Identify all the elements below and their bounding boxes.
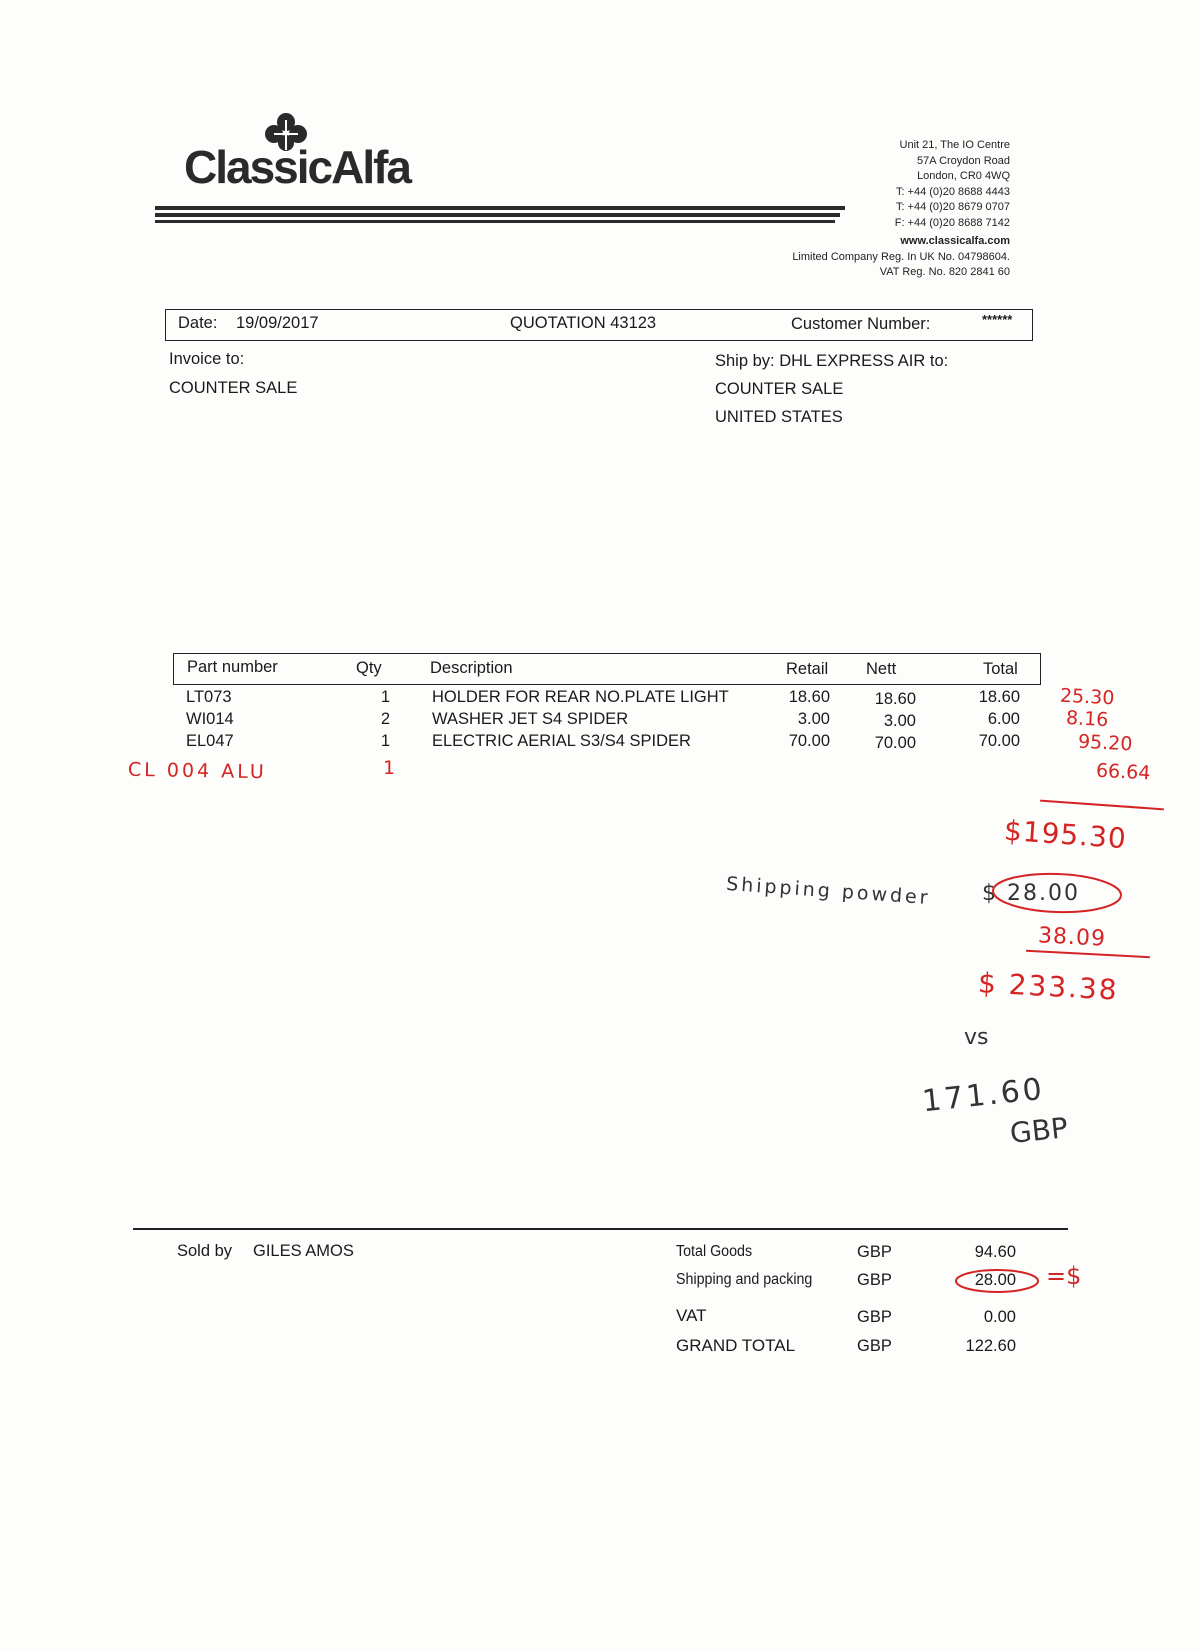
- date-value: 19/09/2017: [236, 314, 319, 332]
- shipping-label: Shipping and packing: [676, 1271, 813, 1288]
- cell-total: 18.60: [978, 688, 1020, 706]
- sold-by-label: Sold by: [177, 1242, 233, 1260]
- handwritten-circle: [988, 868, 1126, 918]
- vat-amount: 0.00: [983, 1308, 1016, 1326]
- cell-total: 70.00: [978, 732, 1020, 750]
- ship-by-label: Ship by: DHL EXPRESS AIR to:: [715, 352, 949, 370]
- vat-currency: GBP: [857, 1308, 892, 1326]
- quotation-number: QUOTATION 43123: [510, 314, 657, 332]
- handwritten-shipping-note: Shipping powder: [725, 872, 932, 910]
- address-line: London, CR0 4WQ: [917, 170, 1010, 182]
- col-header-retail: Retail: [786, 660, 829, 678]
- customer-number-label: Customer Number:: [791, 315, 931, 333]
- letterhead-stripe: [155, 220, 835, 223]
- cell-qty: 1: [380, 688, 390, 706]
- cell-part: WI014: [186, 710, 234, 728]
- handwritten-extra-part: CL 004 ALU: [127, 758, 267, 784]
- total-goods-amount: 94.60: [974, 1243, 1016, 1261]
- letterhead-stripe: [155, 213, 840, 217]
- col-header-nett: Nett: [866, 660, 897, 678]
- shipping-currency: GBP: [857, 1271, 892, 1289]
- shipping-amount: 28.00: [974, 1271, 1016, 1289]
- vat-label: VAT: [676, 1306, 707, 1325]
- cell-total: 6.00: [987, 710, 1020, 728]
- fax-line: F: +44 (0)20 8688 7142: [894, 216, 1010, 229]
- table-row: [0, 731, 1200, 753]
- col-header-part: Part number: [187, 658, 278, 676]
- total-goods-label: Total Goods: [676, 1243, 753, 1260]
- invoice-to-label: Invoice to:: [169, 350, 245, 368]
- footer-divider: [133, 1228, 1068, 1230]
- sold-by-name: GILES AMOS: [253, 1242, 354, 1260]
- handwritten-extra-qty: 1: [383, 757, 396, 779]
- col-header-description: Description: [430, 659, 513, 677]
- handwritten-gbp-label: GBP: [1008, 1111, 1070, 1150]
- total-goods-currency: GBP: [857, 1243, 892, 1261]
- letterhead-stripe: [155, 206, 845, 210]
- grand-total-label: GRAND TOTAL: [676, 1336, 796, 1355]
- table-row: [0, 706, 1200, 732]
- handwritten-usd-value: 25.30: [1059, 684, 1115, 710]
- company-reg: Limited Company Reg. In UK No. 04798604.: [792, 250, 1010, 263]
- col-header-total: Total: [983, 660, 1018, 678]
- cell-description: HOLDER FOR REAR NO.PLATE LIGHT: [432, 688, 729, 706]
- date-label: Date:: [178, 314, 218, 332]
- handwritten-usd-value: 95.20: [1077, 730, 1133, 756]
- company-address: [750, 138, 1010, 281]
- cell-nett: 3.00: [883, 712, 916, 730]
- handwritten-usd-subtotal: $195.30: [1002, 813, 1128, 856]
- phone-line: T: +44 (0)20 8688 4443: [895, 185, 1010, 198]
- cell-description: ELECTRIC AERIAL S3/S4 SPIDER: [432, 732, 691, 750]
- cell-description: WASHER JET S4 SPIDER: [432, 710, 629, 728]
- handwritten-equals-dollar: =$: [1046, 1262, 1082, 1290]
- phone-line: T: +44 (0)20 8679 0707: [895, 201, 1010, 213]
- cell-retail: 18.60: [788, 688, 830, 706]
- grand-total-currency: GBP: [857, 1337, 892, 1355]
- cell-retail: 3.00: [797, 710, 830, 728]
- col-header-qty: Qty: [356, 659, 382, 677]
- grand-total-amount: 122.60: [965, 1337, 1016, 1355]
- handwritten-usd-value: 8.16: [1065, 706, 1109, 732]
- cell-qty: 1: [380, 732, 390, 750]
- handwritten-usd-value: 66.64: [1095, 759, 1151, 785]
- handwritten-gbp-amount: 171.60: [920, 1071, 1047, 1120]
- cell-retail: 70.00: [788, 732, 830, 750]
- table-row: [0, 684, 1200, 710]
- handwritten-circle: [952, 1266, 1042, 1296]
- cell-qty: 2: [380, 710, 390, 728]
- table-header-box: [173, 653, 1041, 685]
- cell-nett: 70.00: [874, 734, 916, 752]
- handwritten-sum-line: [1040, 800, 1164, 811]
- handwritten-extra-amount: 38.09: [1037, 923, 1107, 952]
- company-logo-text: ClassicAlfa: [184, 141, 411, 193]
- vat-reg: VAT Reg. No. 820 2841 60: [879, 266, 1010, 278]
- handwritten-usd-total: $ 233.38: [977, 966, 1120, 1007]
- handwritten-shipping-usd: $ 28.00: [982, 881, 1080, 906]
- ship-to-country: UNITED STATES: [715, 408, 843, 426]
- cell-part: EL047: [186, 732, 234, 750]
- address-line: Unit 21, The IO Centre: [899, 139, 1010, 151]
- cell-part: LT073: [186, 688, 232, 706]
- company-website: www.classicalfa.com: [900, 235, 1010, 247]
- address-line: 57A Croydon Road: [917, 154, 1010, 167]
- handwritten-sum-line: [1026, 950, 1150, 958]
- customer-number-value: ******: [982, 312, 1013, 327]
- handwritten-vs: vs: [964, 1025, 989, 1050]
- ship-to-name: COUNTER SALE: [715, 380, 844, 398]
- cell-nett: 18.60: [874, 690, 916, 708]
- invoice-to-name: COUNTER SALE: [169, 379, 298, 397]
